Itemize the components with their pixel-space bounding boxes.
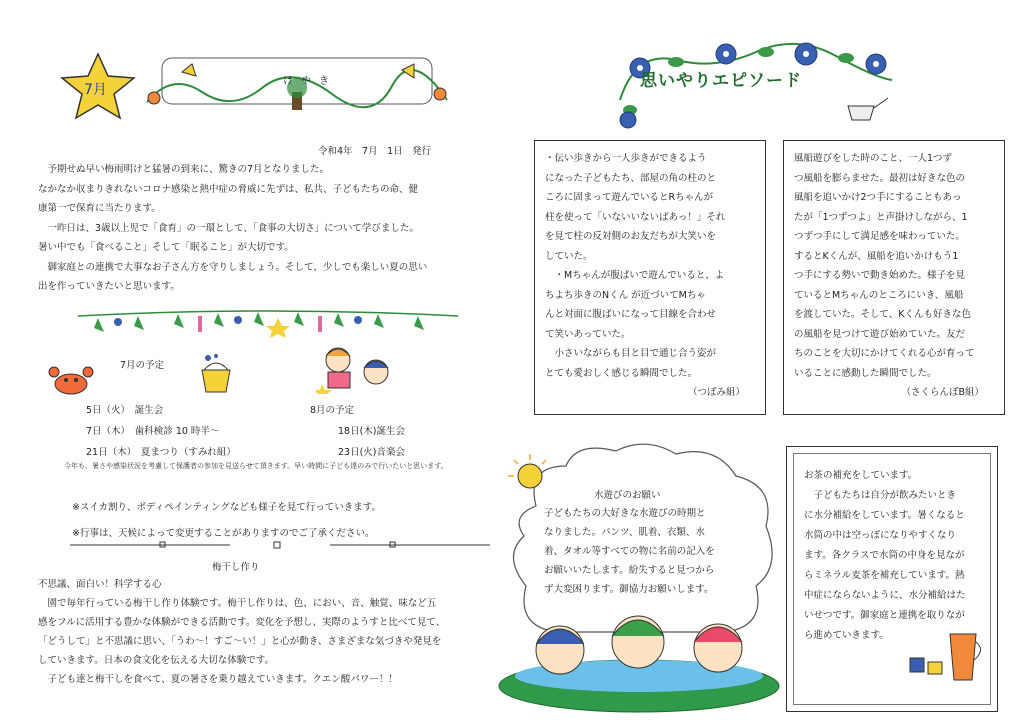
episode-line: していた。: [545, 250, 593, 262]
intro-line: なかなか収まりきれないコロナ感染と熱中症の脅威に先ずは、私共、子どもたちの命、健: [38, 183, 419, 195]
episode-line: するとKくんが、風船を追いかけもう1: [794, 250, 959, 262]
water-play-line: 子どもたちの大好きな水遊びの時期と: [544, 508, 706, 519]
episode-line: 風船遊びをした時のこと、一人1つず: [794, 153, 953, 164]
umeboshi-line: 感をフルに活用する豊かな体験ができる活動です。変化を予想し、実際のようすと比べて見て、: [38, 617, 446, 628]
episode-box-tsubomi: [534, 140, 766, 415]
july-event: 7日（木） 歯科検診 10 時半～: [86, 426, 220, 437]
episode-line: つずつ手にして満足感を味わっていた。: [794, 231, 965, 242]
episode-line: の風船を見つけて遊び始めていた。友だ: [794, 328, 966, 340]
umeboshi-line: 不思議、面白い！科学する心: [38, 579, 162, 590]
water-play-title: 水遊びのお願い: [594, 490, 661, 501]
water-play-line: 着、タオル等すべての物に名前の記入を: [544, 546, 715, 557]
umeboshi-line: していきます。日本の食文化を伝える大切な体験です。: [38, 655, 274, 666]
tea-line: 子どもたちは自分が飲みたいとき: [804, 490, 957, 501]
star-7gatsu-illustration: [58, 52, 138, 122]
banner-title: けやき: [283, 76, 337, 87]
episode-section-title: 思いやりエピソード: [640, 71, 802, 91]
umeboshi-title: 梅干し作り: [212, 562, 260, 573]
episode-line: んと対面に腹ばいになって目線を合わせ: [545, 309, 717, 320]
intro-line: 一昨日は、3歳以上児で「食育」の一環として、「食事の大切さ」について学びました。: [38, 222, 419, 234]
tanabata-garland-illustration: [78, 306, 458, 340]
episode-line: ・Mちゃんが腹ばいで遊んでいると、よ: [545, 270, 725, 281]
class-signature: （さくらんぼB組）: [901, 387, 984, 398]
episode-line: とても愛おしく感じる瞬間でした。: [545, 367, 698, 379]
episode-line: ・伝い歩きから一人歩きができるよう: [545, 153, 707, 164]
event-notes: [72, 498, 381, 544]
episode-line: いることに感動した瞬間でした。: [794, 367, 937, 379]
class-signature: （つぼみ組）: [687, 387, 745, 398]
tea-line: 中症にならないように、水分補給はた: [804, 590, 966, 601]
children-playing-illustration: [316, 344, 402, 394]
july-event: 5日（火） 誕生会: [86, 405, 164, 416]
episode-line: つ風船を膨らませた。最初は好きな色の: [794, 172, 966, 184]
issue-date: 令和4年 7月 1日 発行: [318, 146, 432, 157]
episode-line: を見て柱の反対側のお友だちが大笑いを: [545, 231, 717, 242]
tea-line: ら進めていきます。: [804, 630, 889, 641]
intro-paragraph: [38, 160, 498, 297]
episode-line: ちよち歩きのNくん が近づいてMちゃ: [545, 289, 706, 301]
umeboshi-line: 子ども達と梅干しを食べて、夏の暑さを乗り越えていきます。クエン酸パワー！！: [38, 674, 398, 685]
episode-line: ころに固まって遊んでいるとRちゃんが: [545, 192, 714, 203]
episode-line: 柱を使って「いないいないばあっ！」それ: [545, 211, 726, 223]
water-play-line: ず大変困ります。御協力お願いします。: [544, 584, 714, 595]
episode-line: たが「1つずつよ」と声掛けしながら、1: [794, 211, 968, 223]
tea-cups-illustration: [906, 628, 986, 688]
water-play-line: なりました。パンツ、肌着、衣類、水: [544, 527, 705, 538]
bucket-illustration: [196, 352, 236, 396]
intro-line: 暑い中でも「食べること」そして「眠ること」が大切です。: [38, 242, 294, 253]
section-divider: [70, 540, 490, 550]
schedule-note: 今年も、暑さや感染状況を考慮して保護者の参加を見送らせて頂きます。早い時間に子ども達のみで行いたいと思います。: [64, 462, 448, 470]
episode-line: 小さいながらも目と目で通じ合う姿が: [545, 348, 717, 359]
episode-line: 風船を追いかけ2つ手にすることもあっ: [794, 192, 962, 203]
episode-box-sakuranbo: [783, 140, 1005, 415]
note-line: ※行事は、天候によって変更することがありますのでご了承ください。: [72, 528, 375, 539]
episode-line: ているとMちゃんのところにいき、風船: [794, 289, 964, 301]
tea-line: らミネラル麦茶を補充しています。熱: [804, 570, 965, 581]
intro-line: 出を作っていきたいと思います。: [38, 281, 180, 292]
tea-line: お茶の補充をしています。: [804, 470, 918, 481]
umeboshi-line: 「どうして」と不思議に思い、「うわ～！すご～い！」と心が動き、さまざまな気づきや発見を: [38, 636, 442, 647]
august-schedule-list: [310, 400, 405, 463]
water-play-line: お願いいたします。紛失すると見つから: [544, 565, 715, 576]
episode-line: を渡していた。そして、Kくんも好きな色: [794, 309, 972, 320]
umeboshi-paragraph: [38, 575, 445, 689]
intro-line: 康第一で保育に当たります。: [38, 203, 161, 214]
umeboshi-line: 園で毎年行っている梅干し作り体験です。梅干し作りは、色、におい、音、触覚、味など五: [38, 598, 437, 609]
tea-line: いせつです。御家庭と連携を取りなが: [804, 610, 965, 621]
episode-line: になった子どもたち、部屋の角の柱のと: [545, 172, 717, 184]
episode-line: ちのことを大切にかけてくれる心が育って: [794, 348, 975, 359]
august-schedule-title: 8月の予定: [310, 405, 355, 416]
water-play-paragraph: [544, 504, 715, 599]
star-label: 7月: [84, 82, 107, 98]
tea-line: 水筒の中は空っぽになりやすくなり: [804, 530, 957, 541]
july-schedule-list: [86, 400, 236, 463]
episode-line: て笑いあっていた。: [545, 328, 631, 340]
august-event: 18日(木)誕生会: [338, 426, 406, 437]
crab-illustration: [46, 360, 96, 400]
note-line: ※スイカ割り、ボディペインティングなども様子を見て行っていきます。: [72, 502, 382, 513]
tea-line: ます。各クラスで水筒の中身を見なが: [804, 550, 965, 561]
august-event: 23日(火)音楽会: [338, 447, 406, 458]
july-event: 21日（木） 夏まつり（すみれ組）: [86, 447, 236, 458]
intro-line: 御家庭との連携で大事なお子さん方を守りしましょう。そして、少しでも楽しい夏の思い: [38, 261, 428, 273]
episode-line: つ手にする勢いで動き始めた。様子を見: [794, 270, 966, 281]
july-schedule-title: 7月の予定: [120, 360, 165, 371]
tea-line: に水分補給をしています。暑くなると: [804, 510, 965, 521]
intro-line: 予期せぬ早い梅雨明けと猛暑の到来に、驚きの7月となりました。: [38, 164, 330, 175]
